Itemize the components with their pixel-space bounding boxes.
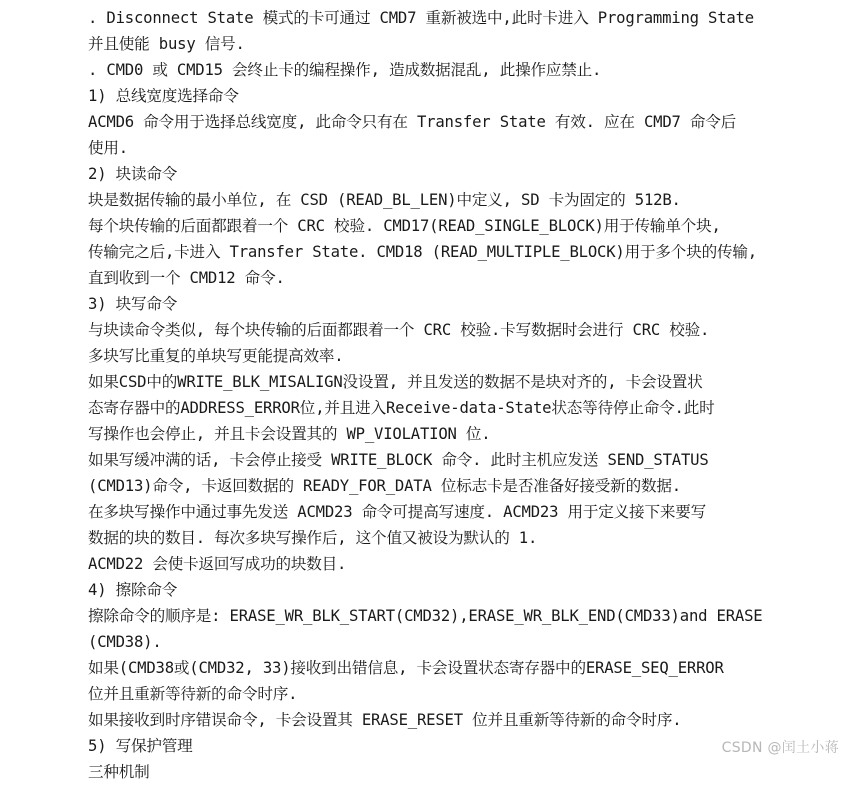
section-heading: 4) 擦除命令 <box>88 581 178 599</box>
text-line: 如果接收到时序错误命令, 卡会设置其 ERASE_RESET 位并且重新等待新的命令时序. <box>88 711 682 729</box>
document-body <box>88 5 763 785</box>
text-line: 如果写缓冲满的话, 卡会停止接受 WRITE_BLOCK 命令. 此时主机应发送 SEND_STATUS <box>88 451 709 469</box>
text-line: 使用. <box>88 139 128 157</box>
section-heading: 2) 块读命令 <box>88 165 178 183</box>
section-heading: 1) 总线宽度选择命令 <box>88 87 239 105</box>
text-line: ACMD22 会使卡返回写成功的块数目. <box>88 555 347 573</box>
text-line: ACMD6 命令用于选择总线宽度, 此命令只有在 Transfer State 有效. 应在 CMD7 命令后 <box>88 113 737 131</box>
text-line: 直到收到一个 CMD12 命令. <box>88 269 285 287</box>
text-line: 在多块写操作中通过事先发送 ACMD23 命令可提高写速度. ACMD23 用于定义接下来要写 <box>88 503 707 521</box>
text-line: 块是数据传输的最小单位, 在 CSD (READ_BL_LEN)中定义, SD 卡为固定的 512B. <box>88 191 681 209</box>
text-line: 位并且重新等待新的命令时序. <box>88 685 298 703</box>
text-line: 并且使能 busy 信号. <box>88 35 245 53</box>
text-line: 数据的块的数目. 每次多块写操作后, 这个值又被设为默认的 1. <box>88 529 538 547</box>
text-line: 传输完之后,卡进入 Transfer State. CMD18 (READ_MULTIPLE_BLOCK)用于多个块的传输, <box>88 243 757 261</box>
text-line: 多块写比重复的单块写更能提高效率. <box>88 347 344 365</box>
csdn-watermark: CSDN @闰土小蒋 <box>721 740 839 756</box>
text-line: . Disconnect State 模式的卡可通过 CMD7 重新被选中,此时卡进入 Programming State <box>88 9 754 27</box>
text-line: 擦除命令的顺序是: ERASE_WR_BLK_START(CMD32),ERASE_WR_BLK_END(CMD33)and ERASE <box>88 607 763 625</box>
text-line: (CMD38). <box>88 633 162 651</box>
text-line: 与块读命令类似, 每个块传输的后面都跟着一个 CRC 校验.卡写数据时会进行 CRC 校验. <box>88 321 710 339</box>
section-heading: 3) 块写命令 <box>88 295 178 313</box>
text-line: (CMD13)命令, 卡返回数据的 READY_FOR_DATA 位标志卡是否准备好接受新的数据. <box>88 477 681 495</box>
text-line: . CMD0 或 CMD15 会终止卡的编程操作, 造成数据混乱, 此操作应禁止. <box>88 61 602 79</box>
text-line: 如果(CMD38或(CMD32, 33)接收到出错信息, 卡会设置状态寄存器中的ERASE_SEQ_ERROR <box>88 659 724 677</box>
text-line: 三种机制 <box>88 763 150 781</box>
text-line: 如果CSD中的WRITE_BLK_MISALIGN没设置, 并且发送的数据不是块对齐的, 卡会设置状 <box>88 373 703 391</box>
text-line: 写操作也会停止, 并且卡会设置其的 WP_VIOLATION 位. <box>88 425 491 443</box>
text-line: 态寄存器中的ADDRESS_ERROR位,并且进入Receive-data-State状态等待停止命令.此时 <box>88 399 715 417</box>
text-line: 每个块传输的后面都跟着一个 CRC 校验. CMD17(READ_SINGLE_BLOCK)用于传输单个块, <box>88 217 721 235</box>
section-heading: 5) 写保护管理 <box>88 737 193 755</box>
